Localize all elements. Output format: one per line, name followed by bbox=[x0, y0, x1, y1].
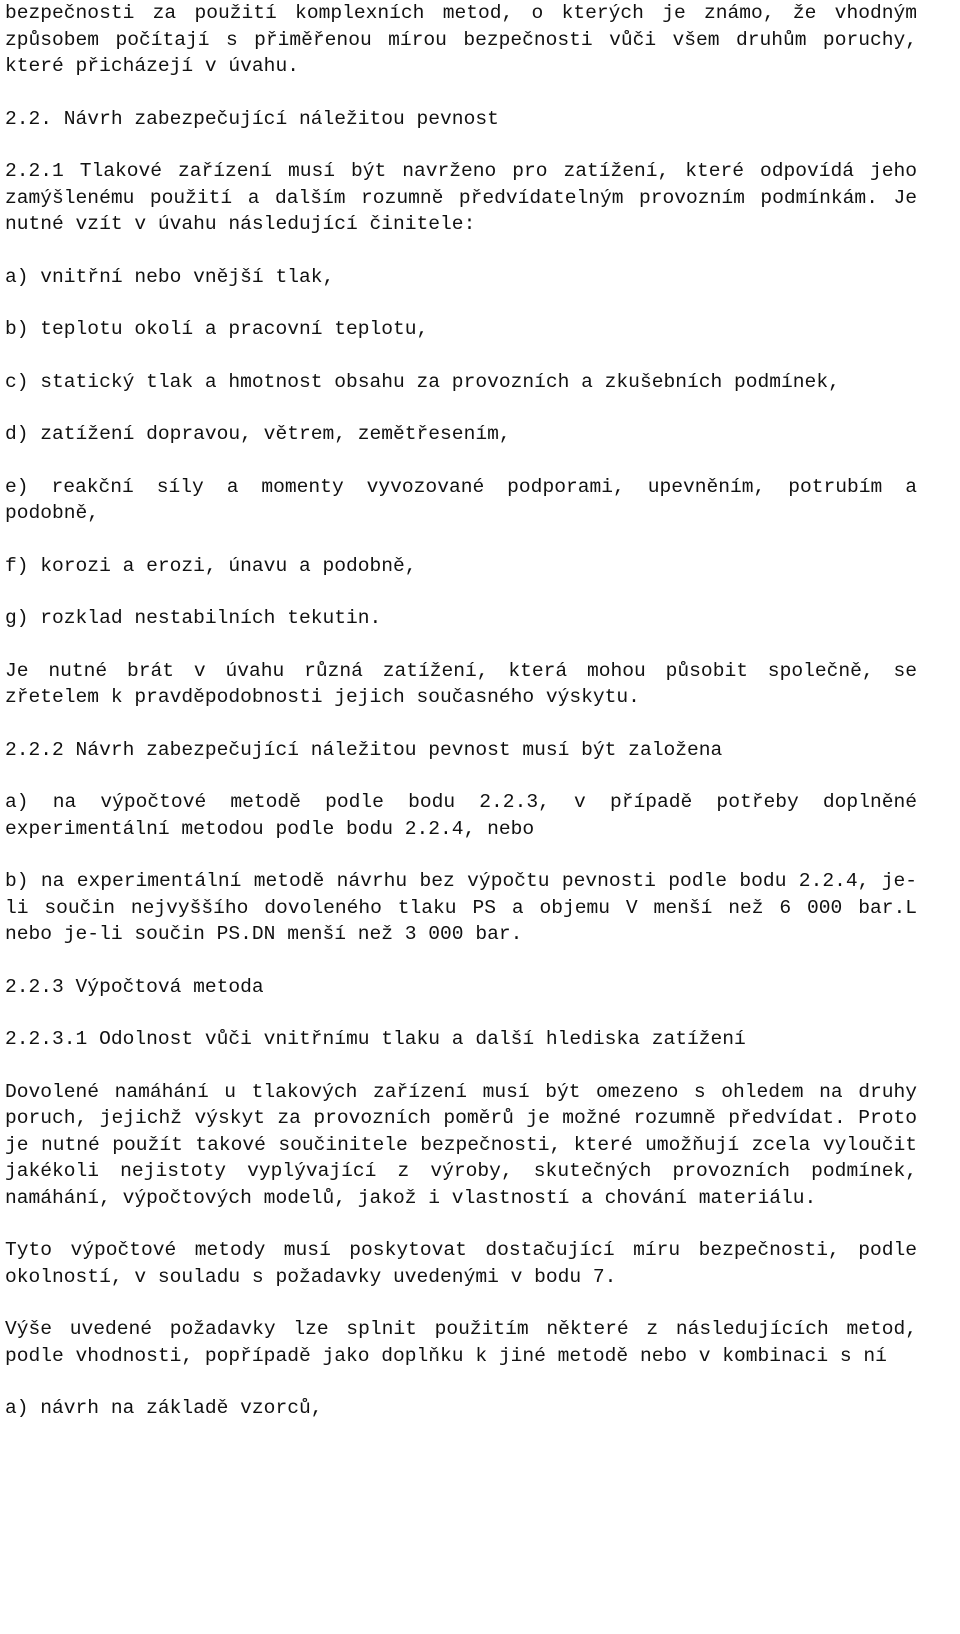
list-item-c-static-pressure: c) statický tlak a hmotnost obsahu za provozních a zkušebních podmínek, bbox=[5, 370, 840, 393]
list-item-b-experimental-method: b) na experimentální metodě návrhu bez výpočtu pevnosti podle bodu 2.2.4, je-li součin nejvyššího dovoleného tlaku PS a objemu V menší než 6 000 bar.L nebo je-li součin PS.DN menší než 3 000 bar. bbox=[5, 870, 917, 945]
paragraph-requirements-methods: Výše uvedené požadavky lze splnit použitím některé z následujících metod, podle vhodnosti, popřípadě jako doplňku k jiné metodě nebo v kombinaci s ní bbox=[5, 1318, 917, 1367]
section-heading-2-2: 2.2. Návrh zabezpečující náležitou pevnost bbox=[5, 107, 499, 130]
paragraph-combined-loads: Je nutné brát v úvahu různá zatížení, která mohou působit společně, se zřetelem k pravděpodobnosti jejich současného výskytu. bbox=[5, 659, 917, 708]
section-heading-2-2-3: 2.2.3 Výpočtová metoda bbox=[5, 975, 264, 998]
section-heading-2-2-2: 2.2.2 Návrh zabezpečující náležitou pevnost musí být založena bbox=[5, 738, 723, 761]
list-item-g-decomposition: g) rozklad nestabilních tekutin. bbox=[5, 607, 382, 629]
list-item-a-calculation-method: a) na výpočtové metodě podle bodu 2.2.3, v případě potřeby doplněné experimentální metodou podle bodu 2.2.4, nebo bbox=[5, 791, 917, 840]
paragraph-allowable-stress: Dovolené namáhání u tlakových zařízení musí být omezeno s ohledem na druhy poruch, jejichž výskyt za provozních poměrů je možné rozumně předvídat. Proto je nutné použít takové součinitele bezpečnosti, které umožňují zcela vyloučit jakékoli nejistoty vyplývající z výroby, skutečných provozních podmínek, namáhání, výpočtových modelů, jakož i vlastností a chování materiálu. bbox=[5, 1080, 917, 1209]
paragraph-safety-methods: bezpečnosti za použití komplexních metod, o kterých je známo, že vhodným způsobem počítají s přiměřenou mírou bezpečnosti vůči všem druhům poruchy, které přicházejí v úvahu. bbox=[5, 2, 917, 77]
list-item-f-corrosion: f) korozi a erozi, únavu a podobně, bbox=[5, 554, 417, 577]
list-item-d-transport-loads: d) zatížení dopravou, větrem, zemětřesením, bbox=[5, 423, 511, 445]
section-heading-2-2-3-1: 2.2.3.1 Odolnost vůči vnitřnímu tlaku a další hlediska zatížení bbox=[5, 1028, 746, 1050]
list-item-e-reaction-forces: e) reakční síly a momenty vyvozované podporami, upevněním, potrubím a podobně, bbox=[5, 475, 917, 524]
paragraph-calculation-methods: Tyto výpočtové metody musí poskytovat dostačující míru bezpečnosti, podle okolností, v souladu s požadavky uvedenými v bodu 7. bbox=[5, 1239, 917, 1288]
list-item-a-formula-design: a) návrh na základě vzorců, bbox=[5, 1397, 323, 1419]
document-page bbox=[5, 0, 917, 1422]
paragraph-2-2-1: 2.2.1 Tlakové zařízení musí být navrženo pro zatížení, které odpovídá jeho zamýšlenému použití a dalším rozumně předvídatelným provozním podmínkám. Je nutné vzít v úvahu následující činitele: bbox=[5, 160, 917, 235]
list-item-b-temperature: b) teplotu okolí a pracovní teplotu, bbox=[5, 318, 429, 340]
list-item-a-pressure: a) vnitřní nebo vnější tlak, bbox=[5, 265, 335, 288]
